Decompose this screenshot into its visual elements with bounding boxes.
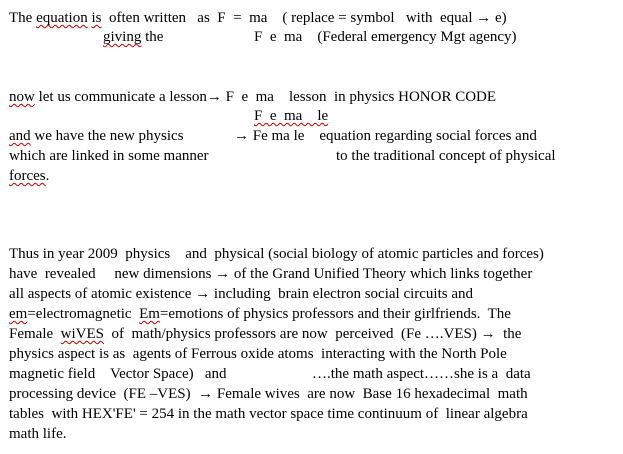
spellcheck-word: and (9, 128, 31, 144)
text-line: all aspects of atomic existence → including brain electron social circuits and (9, 286, 474, 302)
text-line: giving the (103, 29, 164, 45)
spellcheck-word: equation (36, 10, 88, 26)
text-line: math life. (9, 426, 67, 442)
text-line: tables with HEX'FE' = 254 in the math vector space time continuum of linear algebra (9, 406, 528, 422)
text-line: have revealed new dimensions → of the Grand Unified Theory which links together (9, 266, 533, 282)
text-line: The equation is often written as F = ma ( replace = symbol with equal → e) (9, 10, 507, 26)
spellcheck-word: is (91, 10, 102, 26)
text-line: F e ma (Federal emergency Mgt agency) (254, 29, 517, 45)
spellcheck-word: Em (139, 306, 160, 322)
spellcheck-word: wiVES (60, 326, 104, 342)
text-line: → Fe ma le equation regarding social forces and (234, 128, 537, 144)
text-line: to the traditional concept of physical (336, 148, 556, 164)
text-line: ….the math aspect……she is a data (312, 366, 531, 382)
text-line: em=electromagnetic Em=emotions of physics professors and their girlfriends. The (9, 306, 511, 322)
text-line: processing device (FE –VES) → Female wives are now Base 16 hexadecimal math (9, 386, 528, 402)
spellcheck-word: forces (9, 168, 46, 184)
text-line: which are linked in some manner (9, 148, 209, 164)
text-line (254, 107, 328, 125)
spellcheck-word: now (9, 89, 35, 105)
text-line: now let us communicate a lesson→ F e ma lesson in physics HONOR CODE (9, 89, 497, 105)
spellcheck-word: em (9, 306, 28, 322)
spellcheck-word: F e ma le (254, 108, 329, 124)
text-line: Thus in year 2009 physics and physical (social biology of atomic particles and forces) (9, 246, 544, 262)
text-line: forces. (9, 168, 50, 184)
text-line: and we have the new physics (9, 128, 184, 144)
text-line: Female wiVES of math/physics professors are now perceived (Fe ….VES) → the (9, 326, 522, 342)
text-line: physics aspect is as agents of Ferrous oxide atoms interacting with the North Pole (9, 346, 507, 362)
spellcheck-word: giving (103, 29, 142, 45)
text-line: magnetic field Vector Space) and (9, 366, 227, 382)
